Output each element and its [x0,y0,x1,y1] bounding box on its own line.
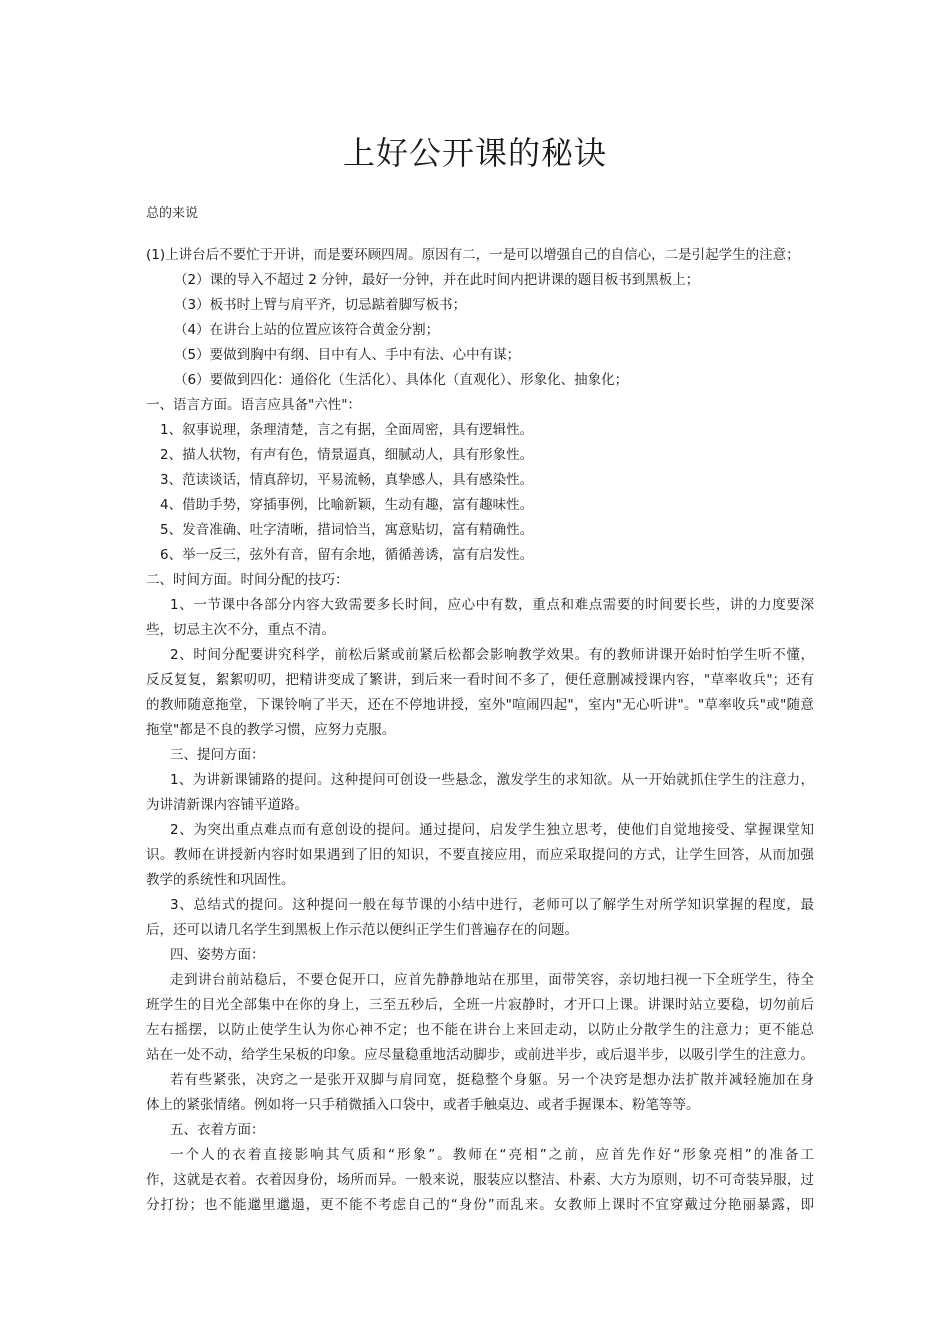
paragraph-line: 体上的紧张情绪。例如将一只手稍微插入口袋中，或者手触桌边、或者手握课本、粉笔等等。 [146,1097,700,1113]
paragraph-line: 5、发音准确、吐字清晰，措词恰当，寓意贴切，富有精确性。 [160,522,534,538]
paragraph-line: 一、语言方面。语言应具备"六性"： [146,397,361,413]
paragraph-line: 1、为讲新课铺路的提问。这种提问可创设一些悬念，激发学生的求知欲。从一开始就抓住学生的注意力， [170,772,814,788]
paragraph-line: 教学的系统性和巩固性。 [146,872,295,888]
paragraph-line: （6）要做到四化：通俗化（生活化）、具体化（直观化）、形象化、抽象化； [174,372,629,388]
paragraph-line: 一个人的衣着直接影响其气质和“形象”。教师在“亮相”之前，应首先作好“形象亮相”的准备工 [170,1147,814,1163]
paragraph-line: 三、提问方面： [170,747,265,763]
paragraph-line: （4）在讲台上站的位置应该符合黄金分割； [174,322,440,338]
paragraph-line: 些，切忌主次不分，重点不清。 [146,622,335,638]
paragraph-line: 的教师随意拖堂，下课铃响了半天，还在不停地讲授，室外"喧闹四起"，室内"无心听讲"。"草率收兵"或"随意 [146,697,814,713]
paragraph-line: 3、范读谈话，情真辞切，平易流畅，真挚感人，具有感染性。 [160,472,534,488]
paragraph-line: 2、时间分配要讲究科学，前松后紧或前紧后松都会影响教学效果。有的教师讲课开始时怕学生听不懂， [170,647,814,663]
paragraph-line: 走到讲台前站稳后，不要仓促开口，应首先静静地站在那里，面带笑容，亲切地扫视一下全班学生，待全 [170,972,814,988]
paragraph-line: 2、描人状物，有声有色，情景逼真，细腻动人，具有形象性。 [160,447,534,463]
document-title: 上好公开课的秘诀 [342,134,607,172]
paragraph-line: 后，还可以请几名学生到黑板上作示范以便纠正学生们普遍存在的问题。 [146,922,578,938]
paragraph-line: （2）课的导入不超过 2 分钟，最好一分钟，并在此时间内把讲课的题目板书到黑板上； [174,272,700,288]
document-body [146,243,814,1218]
paragraph-line: （5）要做到胸中有纲、目中有人、手中有法、心中有谋； [174,347,521,363]
paragraph-line: 6、举一反三，弦外有音，留有余地，循循善诱，富有启发性。 [160,547,534,563]
paragraph-line: 拖堂"都是不良的教学习惯，应努力克服。 [146,722,396,738]
paragraph-line: 站在一处不动，给学生呆板的印象。应尽量稳重地活动脚步，或前进半步，或后退半步，以吸引学生的注意力。 [146,1047,814,1063]
paragraph-line: 2、为突出重点难点而有意创设的提问。通过提问，启发学生独立思考，使他们自觉地接受、掌握课堂知 [170,822,814,838]
paragraph-line: 为讲清新课内容铺平道路。 [146,797,308,813]
paragraph-line: 1、叙事说理，条理清楚，言之有据，全面周密，具有逻辑性。 [160,422,534,438]
paragraph-line: （3）板书时上臂与肩平齐，切忌踮着脚写板书； [174,297,467,313]
paragraph-line: 1、一节课中各部分内容大致需要多长时间，应心中有数，重点和难点需要的时间要长些，讲的力度要深 [170,597,814,613]
paragraph-line: 左右摇摆，以防止使学生认为你心神不定；也不能在讲台上来回走动，以防止分散学生的注意力；更不能总 [146,1022,814,1038]
paragraph-line: 五、衣着方面： [170,1122,265,1138]
paragraph-line: 分打扮；也不能邋里邋遢，更不能不考虑自己的“身份”而乱来。女教师上课时不宜穿戴过分艳丽暴露，即 [146,1197,814,1213]
paragraph-line: (1)上讲台后不要忙于开讲，而是要环顾四周。原因有二，一是可以增强自己的自信心，二是引起学生的注意； [146,247,800,263]
document-subtitle: 总的来说 [146,206,199,221]
paragraph-line: 二、时间方面。时间分配的技巧： [146,572,349,588]
paragraph-line: 四、姿势方面： [170,947,265,963]
paragraph-line: 班学生的目光全部集中在你的身上，三至五秒后，全班一片寂静时，才开口上课。讲课时站立要稳，切勿前后 [146,997,814,1013]
paragraph-line: 反反复复，絮絮叨叨，把精讲变成了繁讲，到后来一看时间不多了，便任意删减授课内容，"草率收兵"；还有 [146,672,814,688]
paragraph-line: 若有些紧张，决窍之一是张开双脚与肩同宽，挺稳整个身躯。另一个决窍是想办法扩散并减轻施加在身 [170,1072,814,1088]
paragraph-line: 4、借助手势，穿插事例，比喻新颖，生动有趣，富有趣味性。 [160,497,534,513]
paragraph-line: 作，这就是衣着。衣着因身份，场所而异。一般来说，服装应以整洁、朴素、大方为原则，切不可奇装异服，过 [146,1172,814,1188]
paragraph-line: 3、总结式的提问。这种提问一般在每节课的小结中进行，老师可以了解学生对所学知识掌握的程度，最 [170,897,814,913]
paragraph-line: 识。教师在讲授新内容时如果遇到了旧的知识，不要直接应用，而应采取提问的方式，让学生回答，从而加强 [146,847,814,863]
